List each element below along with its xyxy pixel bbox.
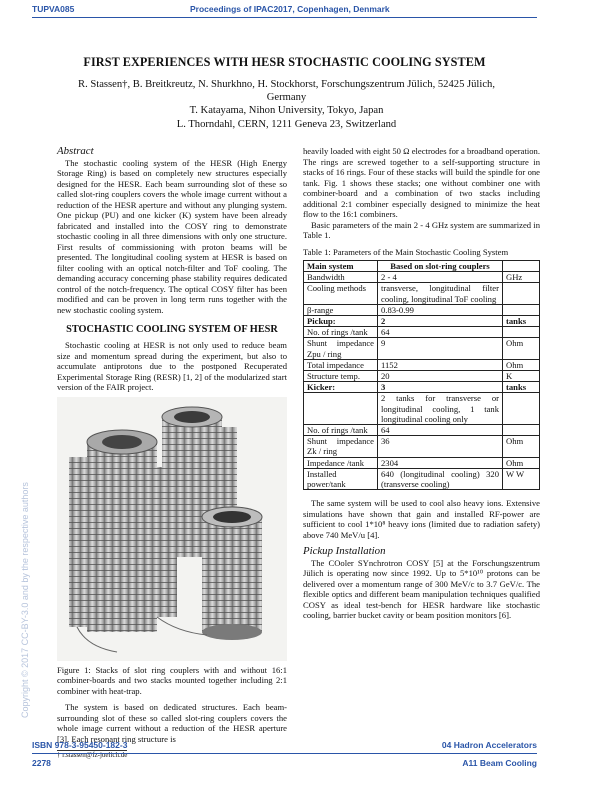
table-cell: 36 [378,436,503,457]
section-label: A11 Beam Cooling [462,758,537,768]
table-header-cell: Main system [304,261,378,272]
paragraph: heavily loaded with eight 50 Ω electrodes for a broadband operation. The rings are screwed together to a self-supporting structure in stacks of 16 rings. Four of these stacks will build the spindle for one tank. Fig. 1 shows these stacks; one without combiner one with combiner-board and a combination of two stacks including additional 2:1 combiner especially designed to minimize the heat flow to the 16:1 combiners. [303,146,540,219]
table-cell: 2 - 4 [378,272,503,283]
abstract-text: The stochastic cooling system of the HESR (High Energy Storage Ring) is based on completely new structures especially designed for the HESR. Each beam surrounding slot of these so called slot-ring couplers covers the whole image current without a reduction of the HESR aperture and without any plunging system. One pickup (PU) and one kicker (K) system have been already fabricated and installed into the COSY ring to demonstrate stochastic cooling in all three dimensions with only one structure. First results of commissioning with proton beams will be presented. The longitudinal cooling system at HESR is based on filter cooling with an optical notch-filter and ToF cooling. The demanding accuracy concerning phase stability requires dedicated control of the notch-frequency. The optical COSY filter has been modified and can be proven in long term runs together with the new stochastic cooling system. [57,157,287,315]
paper-code: TUPVA085 [32,4,75,14]
table-row [304,359,540,370]
footer-line-2 [32,758,537,768]
table-cell: Structure temp. [304,371,378,382]
page-number: 2278 [32,758,51,768]
author-line-4: L. Thorndahl, CERN, 1211 Geneva 23, Switzerland [176,118,397,130]
paragraph: Stochastic cooling at HESR is not only used to reduce beam size and momentum spread during the experiment, but also to accumulate antiprotons due to the postponed Recuperated Experimental Storage Ring (RESR) [1, 2] of the modularized start version of the FAIR project. [57,340,287,392]
table-header-row [304,261,540,272]
parameters-table [303,260,540,490]
table-cell: K [503,371,540,382]
table-cell: Kicker: [304,382,378,393]
stack-right [202,507,262,640]
table-cell: 1152 [378,359,503,370]
table-cell: Ohm [503,359,540,370]
table-row [304,304,540,315]
table-cell [503,425,540,436]
author-line-3: T. Katayama, Nihon University, Tokyo, Japan [189,105,384,117]
table-cell: Shunt impedance Zpu / ring [304,338,378,359]
table-cell: Shunt impedance Zk / ring [304,436,378,457]
table-cell: GHz [503,272,540,283]
table-cell [503,393,540,425]
proceedings-name: Proceedings of IPAC2017, Copenhagen, Denmark [190,4,390,14]
table-cell: Ohm [503,338,540,359]
table-row [304,468,540,489]
table-cell: W W [503,468,540,489]
table-row [304,338,540,359]
table-cell: 2304 [378,457,503,468]
table-cell: 9 [378,338,503,359]
table-cell: Bandwidth [304,272,378,283]
table-cell: 0.83-0.99 [378,304,503,315]
figure-photo [57,397,287,661]
section-heading: STOCHASTIC COOLING SYSTEM OF HESR [66,324,278,335]
table-cell: 2 [378,316,503,327]
table-header-cell: Based on slot-ring couplers [378,261,503,272]
slot-ring-coupler-stacks-image [57,397,287,661]
table-cell: β-range [304,304,378,315]
table-cell: Cooling methods [304,283,378,304]
table-cell: Impedance /tank [304,457,378,468]
table-row [304,436,540,457]
table-row [304,371,540,382]
track-label: 04 Hadron Accelerators [441,740,537,750]
subsection-heading: Pickup Installation [303,545,386,558]
table-cell: Ohm [503,436,540,457]
paragraph: The system is based on dedicated structures. Each beam-surrounding slot of these so called slot-ring couplers covers the whole image current without a reduction of the HESR aperture [3]. Each resonant ring structure is [57,702,287,744]
table-row [304,283,540,304]
table-cell [503,304,540,315]
footer-rule [32,753,537,754]
author-line-1: R. Stassen†, B. Breitkreutz, N. Shurkhno, H. Stockhorst, Forschungszentrum Jülich, 52425 Jülich, [78,79,495,90]
table-cell: 2 tanks for transverse or longitudinal cooling, 1 tank longitudinal cooling only [378,393,503,425]
table-cell: 64 [378,425,503,436]
footer-line-1 [32,740,537,750]
paragraph: Basic parameters of the main 2 - 4 GHz system are summarized in Table 1. [303,219,540,240]
table-row [304,382,540,393]
table-row [304,425,540,436]
paragraph: The same system will be used to cool also heavy ions. Extensive simulations have shown that gain and installed RF-power are sufficient to cool 1*10⁸ heavy ions (limited due to radiation safety) above 740 MeV/u [4]. [303,498,540,540]
table-cell: transverse, longitudinal filter cooling, longitudinal ToF cooling [378,283,503,304]
author-line-2: Germany [266,92,307,104]
table-cell: tanks [503,382,540,393]
table-cell [503,327,540,338]
table-cell: 20 [378,371,503,382]
table-cell [503,283,540,304]
abstract-heading: Abstract [57,145,94,157]
table-cell: tanks [503,316,540,327]
table-cell: 3 [378,382,503,393]
author-block [50,78,523,131]
left-column [57,146,287,760]
table-cell: 640 (longitudinal cooling) 320 (transverse cooling) [378,468,503,489]
header-rule [32,17,537,18]
table-cell: Pickup: [304,316,378,327]
paper-title: FIRST EXPERIENCES WITH HESR STOCHASTIC COOLING SYSTEM [83,55,486,69]
table-row [304,457,540,468]
table-header-cell [503,261,540,272]
table-cell [304,393,378,425]
page-header [32,4,537,18]
table-row [304,327,540,338]
table-caption: Table 1: Parameters of the Main Stochastic Cooling System [303,246,509,257]
table-cell: No. of rings /tank [304,425,378,436]
table-row [304,272,540,283]
figure-caption: Figure 1: Stacks of slot ring couplers with and without 16:1 combiner-boards and two stacks mounted together including 2:1 combiner with heat-trap. [57,664,287,696]
table-cell: Ohm [503,457,540,468]
table-cell: Installed power/tank [304,468,378,489]
footnote-email[interactable]: † r.stassen@fz-juelich.de [57,751,128,759]
table-row [304,393,540,425]
table-cell: 64 [378,327,503,338]
table-cell: No. of rings /tank [304,327,378,338]
copyright-notice: Copyright © 2017 CC-BY-3.0 and by the respective authors [20,482,30,718]
table-row [304,316,540,327]
paragraph: The COoler SYnchrotron COSY [5] at the Forschungszentrum Jülich is operating now since 1992. Up to 5*10¹⁰ protons can be delivered over a momentum range of 300 MeV/c to 3.7 GeV/c. The flexible optics and different beam manipulation techniques qualified COSY as ideal test-bench for HESR hardware like stochastic cooling, barrier bucket cavity or beam position monitors [6]. [303,557,540,621]
isbn: ISBN 978-3-95450-182-3 [32,740,128,750]
right-column [303,146,540,621]
table-cell: Total impedance [304,359,378,370]
